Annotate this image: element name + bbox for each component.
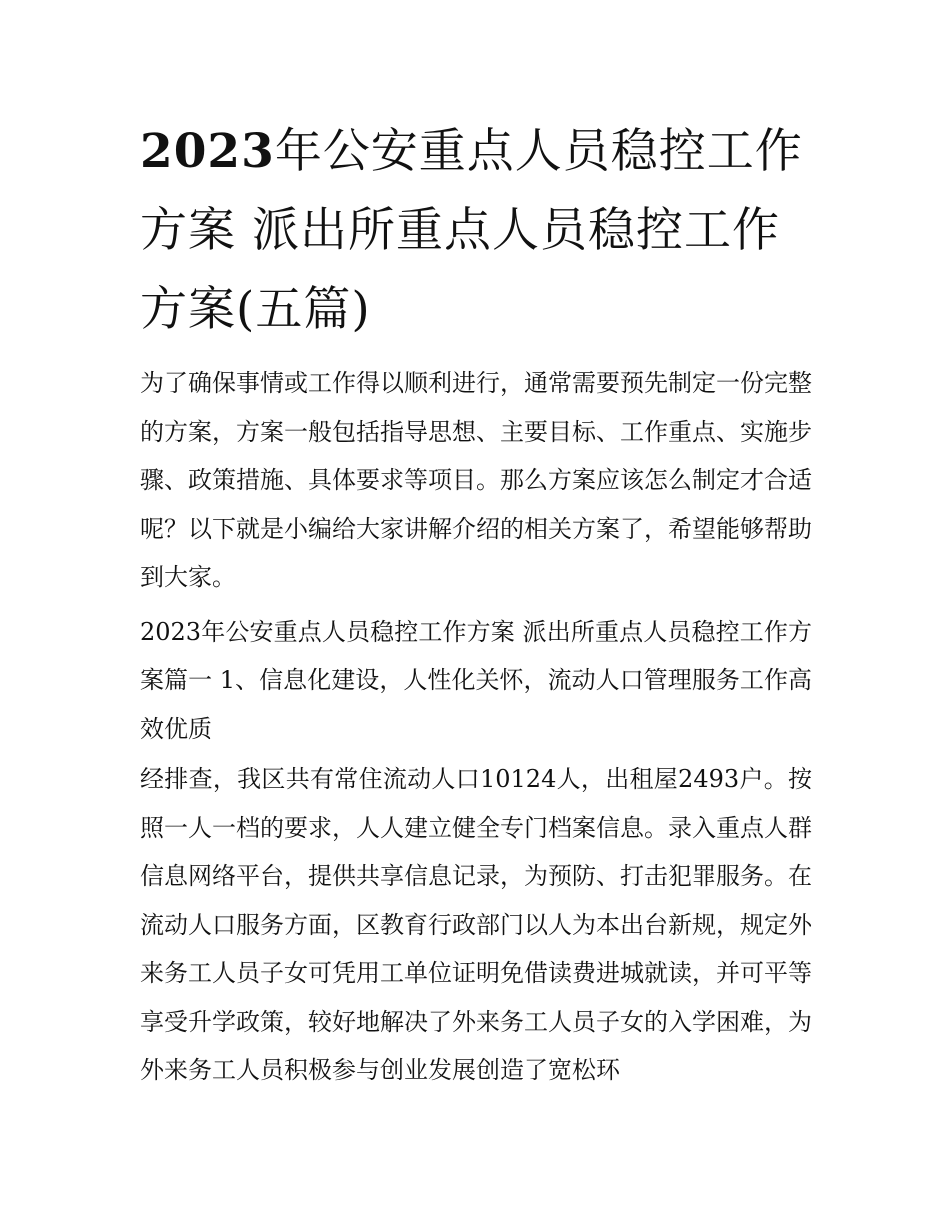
body-paragraph: 经排查，我区共有常住流动人口10124人，出租屋2493户。按照一人一档的要求，人人建立健全专门档案信息。录入重点人群信息网络平台，提供共享信息记录，为预防、打击犯罪服务。在流动人口服务方面，区教育行政部门以人为本出台新规，规定外来务工人员子女可凭用工单位证明免借读费进城就读，并可平等享受升学政策，较好地解决了外来务工人员子女的入学困难，为外来务工人员积极参与创业发展创造了宽松环 xyxy=(140,765,812,1084)
intro-paragraph: 为了确保事情或工作得以顺利进行，通常需要预先制定一份完整的方案，方案一般包括指导思想、主要目标、工作重点、实施步骤、政策措施、具体要求等项目。那么方案应该怎么制定才合适呢？以下就是小编给大家讲解介绍的相关方案了，希望能够帮助到大家。 xyxy=(140,369,812,591)
section-heading: 2023年公安重点人员稳控工作方案 派出所重点人员稳控工作方案篇一 1、信息化建设，人性化关怀，流动人口管理服务工作高效优质 xyxy=(140,617,812,743)
document-title-year: 2023 xyxy=(140,124,275,179)
document-title-text: 年公安重点人员稳控工作方案 派出所重点人员稳控工作方案(五篇) xyxy=(140,124,803,337)
document-title xyxy=(140,112,812,349)
document-page xyxy=(140,112,812,1095)
